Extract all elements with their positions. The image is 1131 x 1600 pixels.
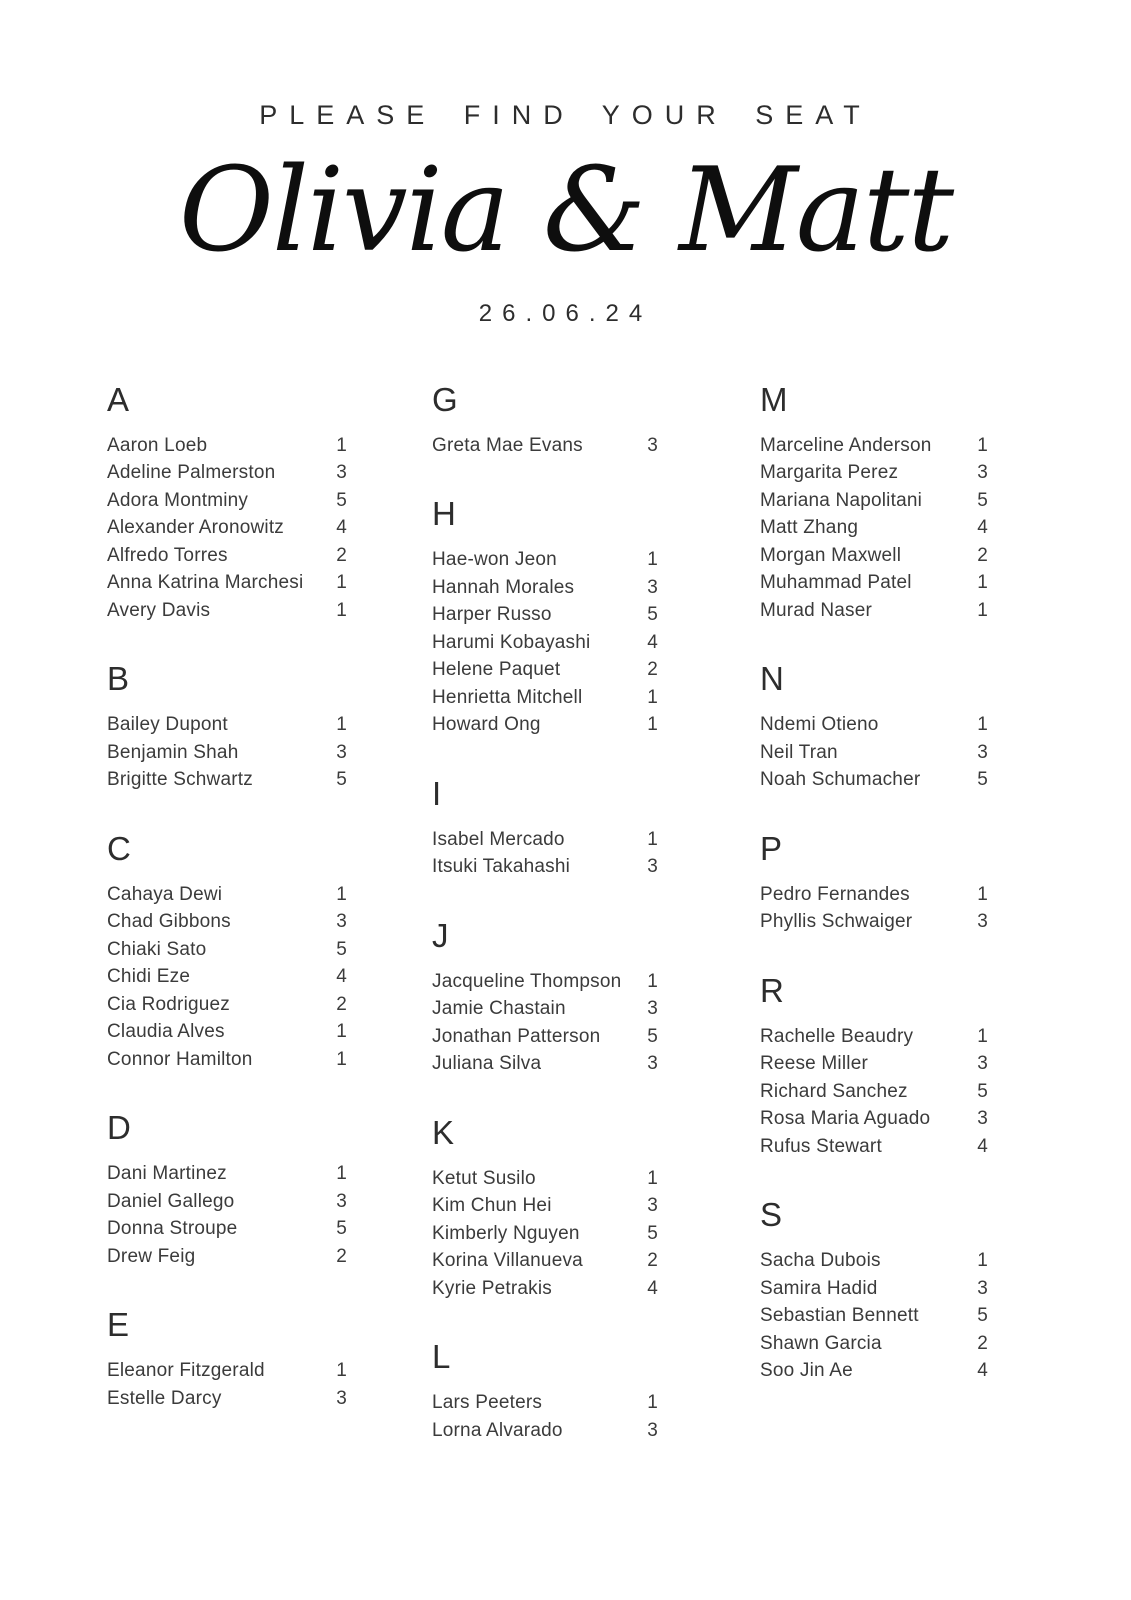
guest-table-number: 5 bbox=[336, 489, 347, 511]
guest-name: Alfredo Torres bbox=[107, 544, 228, 566]
guest-name: Neil Tran bbox=[760, 741, 838, 763]
find-your-seat-heading: PLEASE FIND YOUR SEAT bbox=[259, 100, 872, 130]
guest-table-number: 5 bbox=[647, 604, 658, 626]
guest-table-number: 3 bbox=[647, 856, 658, 878]
guest-row bbox=[760, 1247, 988, 1275]
guest-table-number: 1 bbox=[647, 1392, 658, 1414]
guest-table-number: 4 bbox=[977, 517, 988, 539]
guest-row bbox=[432, 1275, 658, 1303]
guest-row bbox=[760, 1050, 988, 1078]
guest-name: Jonathan Patterson bbox=[432, 1025, 601, 1047]
guest-row bbox=[760, 1078, 988, 1106]
guest-row bbox=[432, 574, 658, 602]
guest-table-number: 1 bbox=[647, 686, 658, 708]
letter-section bbox=[760, 1195, 988, 1385]
guest-table-number: 3 bbox=[647, 1195, 658, 1217]
letter-section bbox=[432, 916, 658, 1078]
guest-name: Daniel Gallego bbox=[107, 1190, 235, 1212]
guest-table-number: 3 bbox=[647, 434, 658, 456]
guest-row bbox=[432, 1247, 658, 1275]
section-letter: C bbox=[107, 829, 131, 867]
section-letter: S bbox=[760, 1196, 783, 1234]
guest-row bbox=[432, 1389, 658, 1417]
letter-section bbox=[432, 1337, 658, 1444]
guest-table-number: 1 bbox=[336, 1048, 347, 1070]
couple-names-title: Olivia & Matt bbox=[178, 143, 953, 278]
guest-name: Richard Sanchez bbox=[760, 1080, 908, 1102]
section-letter: J bbox=[432, 916, 449, 954]
guest-name: Ketut Susilo bbox=[432, 1167, 536, 1189]
guest-row bbox=[432, 1050, 658, 1078]
guest-row bbox=[432, 995, 658, 1023]
section-letter: D bbox=[107, 1109, 131, 1147]
guest-row bbox=[432, 1417, 658, 1445]
guest-table-number: 4 bbox=[647, 1277, 658, 1299]
guest-row bbox=[432, 684, 658, 712]
guest-name: Pedro Fernandes bbox=[760, 883, 910, 905]
guest-name: Helene Paquet bbox=[432, 659, 561, 681]
guest-row bbox=[432, 853, 658, 881]
seating-columns bbox=[0, 380, 1131, 1445]
guest-table-number: 5 bbox=[336, 938, 347, 960]
guest-name: Sacha Dubois bbox=[760, 1250, 881, 1272]
guest-name: Jamie Chastain bbox=[432, 998, 566, 1020]
guest-table-number: 5 bbox=[647, 1222, 658, 1244]
guest-row bbox=[432, 1165, 658, 1193]
section-letter: L bbox=[432, 1338, 451, 1376]
guest-table-number: 1 bbox=[336, 883, 347, 905]
guest-name: Harumi Kobayashi bbox=[432, 631, 591, 653]
guest-table-number: 3 bbox=[977, 1277, 988, 1299]
guest-row bbox=[107, 908, 347, 936]
guest-row bbox=[432, 711, 658, 739]
guest-name: Hannah Morales bbox=[432, 576, 575, 598]
guest-row bbox=[760, 569, 988, 597]
guest-name: Noah Schumacher bbox=[760, 769, 921, 791]
guest-row bbox=[107, 1046, 347, 1074]
section-letter: N bbox=[760, 660, 784, 698]
guest-name: Morgan Maxwell bbox=[760, 544, 902, 566]
guest-name: Jacqueline Thompson bbox=[432, 970, 622, 992]
guest-name: Harper Russo bbox=[432, 604, 552, 626]
guest-table-number: 1 bbox=[977, 434, 988, 456]
guest-name: Aaron Loeb bbox=[107, 434, 208, 456]
letter-section bbox=[107, 829, 347, 1074]
guest-row bbox=[760, 487, 988, 515]
guest-table-number: 5 bbox=[977, 769, 988, 791]
guest-name: Estelle Darcy bbox=[107, 1387, 222, 1409]
letter-section bbox=[432, 774, 658, 881]
guest-name: Soo Jin Ae bbox=[760, 1360, 853, 1382]
guest-row bbox=[432, 546, 658, 574]
guest-row bbox=[760, 432, 988, 460]
guest-row bbox=[107, 569, 347, 597]
guest-name: Kim Chun Hei bbox=[432, 1195, 552, 1217]
guest-name: Rufus Stewart bbox=[760, 1135, 882, 1157]
guest-table-number: 4 bbox=[336, 517, 347, 539]
section-letter: H bbox=[432, 495, 456, 533]
letter-section bbox=[760, 380, 988, 625]
guest-row bbox=[432, 968, 658, 996]
guest-table-number: 3 bbox=[647, 576, 658, 598]
guest-row bbox=[107, 1215, 347, 1243]
guest-table-number: 1 bbox=[647, 1167, 658, 1189]
guest-table-number: 5 bbox=[336, 1218, 347, 1240]
guest-row bbox=[107, 936, 347, 964]
guest-table-number: 3 bbox=[336, 911, 347, 933]
guest-table-number: 1 bbox=[336, 1021, 347, 1043]
guest-row bbox=[760, 514, 988, 542]
guest-row bbox=[107, 1243, 347, 1271]
guest-row bbox=[432, 629, 658, 657]
guest-row bbox=[107, 963, 347, 991]
guest-name: Itsuki Takahashi bbox=[432, 856, 571, 878]
guest-table-number: 1 bbox=[647, 828, 658, 850]
guest-name: Anna Katrina Marchesi bbox=[107, 572, 304, 594]
guest-name: Ndemi Otieno bbox=[760, 714, 879, 736]
guest-row bbox=[107, 1357, 347, 1385]
section-letter: M bbox=[760, 380, 788, 418]
guest-name: Kimberly Nguyen bbox=[432, 1222, 580, 1244]
guest-name: Alexander Aronowitz bbox=[107, 517, 285, 539]
guest-table-number: 5 bbox=[336, 769, 347, 791]
guest-name: Rachelle Beaudry bbox=[760, 1025, 914, 1047]
guest-row bbox=[107, 881, 347, 909]
guest-row bbox=[760, 739, 988, 767]
section-letter: B bbox=[107, 660, 130, 698]
guest-name: Claudia Alves bbox=[107, 1021, 225, 1043]
guest-name: Samira Hadid bbox=[760, 1277, 878, 1299]
guest-table-number: 5 bbox=[977, 489, 988, 511]
guest-table-number: 2 bbox=[647, 659, 658, 681]
guest-table-number: 1 bbox=[336, 572, 347, 594]
guest-name: Lorna Alvarado bbox=[432, 1419, 563, 1441]
guest-row bbox=[760, 908, 988, 936]
guest-row bbox=[432, 1023, 658, 1051]
guest-name: Cia Rodriguez bbox=[107, 993, 230, 1015]
guest-name: Dani Martinez bbox=[107, 1163, 227, 1185]
guest-row bbox=[107, 432, 347, 460]
section-letter: G bbox=[432, 380, 458, 418]
guest-table-number: 2 bbox=[977, 544, 988, 566]
letter-section bbox=[760, 829, 988, 936]
guest-table-number: 4 bbox=[647, 631, 658, 653]
guest-row bbox=[760, 459, 988, 487]
guest-name: Cahaya Dewi bbox=[107, 883, 223, 905]
guest-table-number: 1 bbox=[336, 599, 347, 621]
guest-row bbox=[432, 1220, 658, 1248]
guest-name: Drew Feig bbox=[107, 1245, 196, 1267]
letter-section bbox=[107, 659, 347, 794]
section-letter: R bbox=[760, 971, 784, 1009]
guest-name: Bailey Dupont bbox=[107, 714, 228, 736]
letter-section bbox=[107, 1305, 347, 1412]
seating-column bbox=[107, 380, 347, 1413]
guest-table-number: 1 bbox=[977, 572, 988, 594]
guest-row bbox=[432, 601, 658, 629]
guest-row bbox=[760, 1105, 988, 1133]
guest-name: Kyrie Petrakis bbox=[432, 1277, 553, 1299]
guest-name: Hae-won Jeon bbox=[432, 549, 557, 571]
guest-row bbox=[107, 514, 347, 542]
seating-column bbox=[432, 380, 658, 1445]
letter-section bbox=[107, 1108, 347, 1270]
guest-table-number: 2 bbox=[336, 993, 347, 1015]
guest-name: Chad Gibbons bbox=[107, 911, 231, 933]
guest-name: Rosa Maria Aguado bbox=[760, 1108, 931, 1130]
guest-table-number: 3 bbox=[977, 741, 988, 763]
guest-name: Mariana Napolitani bbox=[760, 489, 923, 511]
guest-table-number: 1 bbox=[336, 714, 347, 736]
guest-row bbox=[760, 1302, 988, 1330]
guest-table-number: 1 bbox=[977, 714, 988, 736]
guest-name: Lars Peeters bbox=[432, 1392, 543, 1414]
guest-table-number: 1 bbox=[336, 1360, 347, 1382]
guest-table-number: 3 bbox=[647, 1053, 658, 1075]
guest-row bbox=[760, 711, 988, 739]
guest-row bbox=[107, 1188, 347, 1216]
guest-name: Matt Zhang bbox=[760, 517, 859, 539]
guest-table-number: 3 bbox=[336, 462, 347, 484]
guest-table-number: 2 bbox=[336, 544, 347, 566]
guest-name: Adora Montminy bbox=[107, 489, 249, 511]
guest-table-number: 1 bbox=[977, 1250, 988, 1272]
guest-table-number: 5 bbox=[977, 1080, 988, 1102]
guest-row bbox=[760, 881, 988, 909]
guest-table-number: 3 bbox=[647, 1419, 658, 1441]
letter-section bbox=[107, 380, 347, 625]
guest-name: Murad Naser bbox=[760, 599, 873, 621]
guest-row bbox=[107, 991, 347, 1019]
guest-name: Greta Mae Evans bbox=[432, 434, 583, 456]
guest-name: Henrietta Mitchell bbox=[432, 686, 583, 708]
guest-name: Avery Davis bbox=[107, 599, 211, 621]
guest-name: Phyllis Schwaiger bbox=[760, 911, 913, 933]
guest-row bbox=[107, 459, 347, 487]
guest-row bbox=[107, 542, 347, 570]
guest-name: Reese Miller bbox=[760, 1053, 868, 1075]
guest-row bbox=[760, 597, 988, 625]
guest-name: Marceline Anderson bbox=[760, 434, 932, 456]
guest-table-number: 3 bbox=[977, 1108, 988, 1130]
guest-table-number: 1 bbox=[336, 1163, 347, 1185]
guest-table-number: 5 bbox=[977, 1305, 988, 1327]
guest-table-number: 5 bbox=[647, 1025, 658, 1047]
guest-name: Korina Villanueva bbox=[432, 1250, 583, 1272]
guest-name: Muhammad Patel bbox=[760, 572, 912, 594]
letter-section bbox=[760, 971, 988, 1161]
letter-section bbox=[760, 659, 988, 794]
guest-row bbox=[107, 1385, 347, 1413]
guest-name: Juliana Silva bbox=[432, 1053, 542, 1075]
guest-name: Isabel Mercado bbox=[432, 828, 565, 850]
guest-table-number: 3 bbox=[977, 1053, 988, 1075]
guest-name: Eleanor Fitzgerald bbox=[107, 1360, 265, 1382]
guest-row bbox=[107, 1160, 347, 1188]
guest-table-number: 1 bbox=[977, 883, 988, 905]
guest-row bbox=[107, 1018, 347, 1046]
guest-table-number: 4 bbox=[977, 1135, 988, 1157]
guest-table-number: 2 bbox=[647, 1250, 658, 1272]
guest-table-number: 3 bbox=[977, 911, 988, 933]
guest-name: Adeline Palmerston bbox=[107, 462, 276, 484]
guest-name: Benjamin Shah bbox=[107, 741, 239, 763]
guest-name: Connor Hamilton bbox=[107, 1048, 253, 1070]
guest-table-number: 1 bbox=[647, 549, 658, 571]
section-letter: K bbox=[432, 1113, 455, 1151]
guest-row bbox=[760, 542, 988, 570]
letter-section bbox=[432, 380, 658, 460]
guest-table-number: 1 bbox=[336, 434, 347, 456]
guest-name: Brigitte Schwartz bbox=[107, 769, 253, 791]
section-letter: A bbox=[107, 380, 130, 418]
guest-row bbox=[760, 1133, 988, 1161]
guest-row bbox=[107, 711, 347, 739]
guest-name: Chiaki Sato bbox=[107, 938, 207, 960]
guest-table-number: 3 bbox=[647, 998, 658, 1020]
guest-row bbox=[760, 1357, 988, 1385]
section-letter: E bbox=[107, 1306, 130, 1344]
guest-table-number: 4 bbox=[336, 966, 347, 988]
guest-row bbox=[432, 1192, 658, 1220]
guest-row bbox=[760, 1330, 988, 1358]
guest-table-number: 1 bbox=[647, 714, 658, 736]
guest-table-number: 3 bbox=[336, 1190, 347, 1212]
guest-row bbox=[107, 766, 347, 794]
guest-row bbox=[432, 432, 658, 460]
guest-row bbox=[432, 656, 658, 684]
section-letter: I bbox=[432, 774, 442, 812]
guest-table-number: 1 bbox=[977, 599, 988, 621]
guest-row bbox=[760, 1023, 988, 1051]
guest-table-number: 3 bbox=[977, 462, 988, 484]
letter-section bbox=[432, 1113, 658, 1303]
guest-name: Sebastian Bennett bbox=[760, 1305, 919, 1327]
guest-table-number: 2 bbox=[336, 1245, 347, 1267]
guest-name: Margarita Perez bbox=[760, 462, 899, 484]
guest-row bbox=[107, 597, 347, 625]
guest-name: Chidi Eze bbox=[107, 966, 191, 988]
guest-row bbox=[760, 1275, 988, 1303]
guest-table-number: 3 bbox=[336, 741, 347, 763]
guest-name: Donna Stroupe bbox=[107, 1218, 238, 1240]
guest-table-number: 2 bbox=[977, 1332, 988, 1354]
guest-name: Shawn Garcia bbox=[760, 1332, 882, 1354]
guest-table-number: 1 bbox=[977, 1025, 988, 1047]
section-letter: P bbox=[760, 829, 783, 867]
guest-row bbox=[107, 739, 347, 767]
guest-row bbox=[107, 487, 347, 515]
guest-row bbox=[432, 826, 658, 854]
guest-table-number: 3 bbox=[336, 1387, 347, 1409]
guest-name: Howard Ong bbox=[432, 714, 541, 736]
wedding-date: 26.06.24 bbox=[478, 299, 653, 327]
guest-table-number: 1 bbox=[647, 970, 658, 992]
letter-section bbox=[432, 494, 658, 739]
guest-row bbox=[760, 766, 988, 794]
seating-column bbox=[760, 380, 988, 1385]
guest-table-number: 4 bbox=[977, 1360, 988, 1382]
